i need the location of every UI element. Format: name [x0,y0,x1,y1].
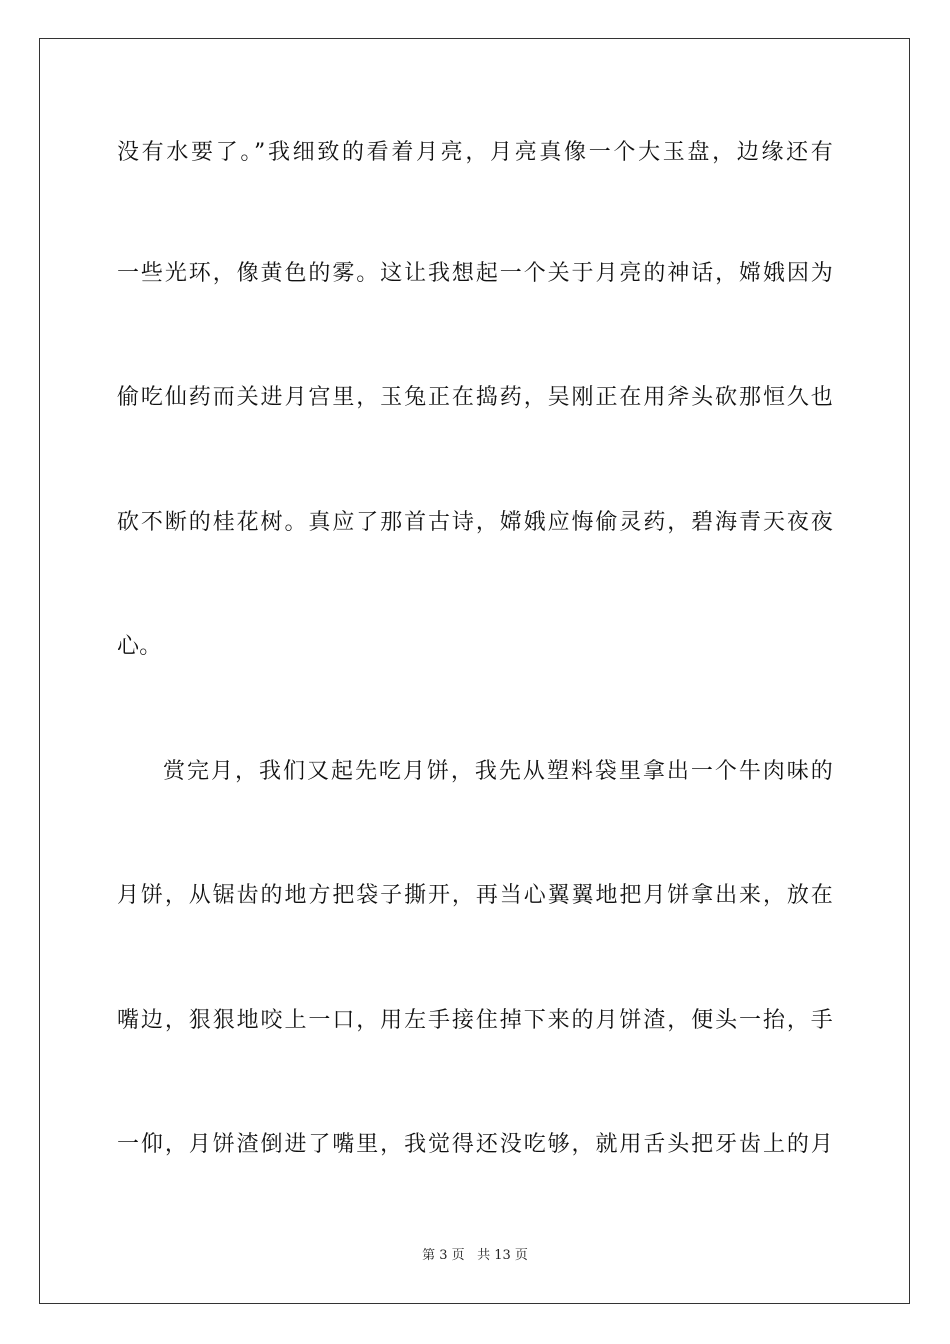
page-footer [0,1247,950,1265]
paragraph-line: 嘴边，狠狠地咬上一口，用左手接住掉下来的月饼渣，便头一抬，手 [117,1008,833,1033]
paragraph-line: 偷吃仙药而关进月宫里，玉兔正在捣药，吴刚正在用斧头砍那恒久也 [117,385,833,410]
page-number: 第 3 页 [422,1248,465,1263]
page-total: 共 13 页 [477,1248,528,1263]
paragraph-line: 砍不断的桂花树。真应了那首古诗，嫦娥应悔偷灵药，碧海青天夜夜 [117,510,833,535]
paragraph-line: 一仰，月饼渣倒进了嘴里，我觉得还没吃够，就用舌头把牙齿上的月 [117,1132,833,1157]
paragraph-line: 没有水要了。”我细致的看着月亮，月亮真像一个大玉盘，边缘还有 [117,140,833,165]
paragraph-line: 赏完月，我们又起先吃月饼，我先从塑料袋里拿出一个牛肉味的 [163,759,833,784]
paragraph-line: 心。 [117,634,162,659]
paragraph-line: 月饼，从锯齿的地方把袋子撕开，再当心翼翼地把月饼拿出来，放在 [117,883,833,908]
paragraph-line: 一些光环，像黄色的雾。这让我想起一个关于月亮的神话，嫦娥因为 [117,261,833,286]
page-border [39,38,910,1304]
